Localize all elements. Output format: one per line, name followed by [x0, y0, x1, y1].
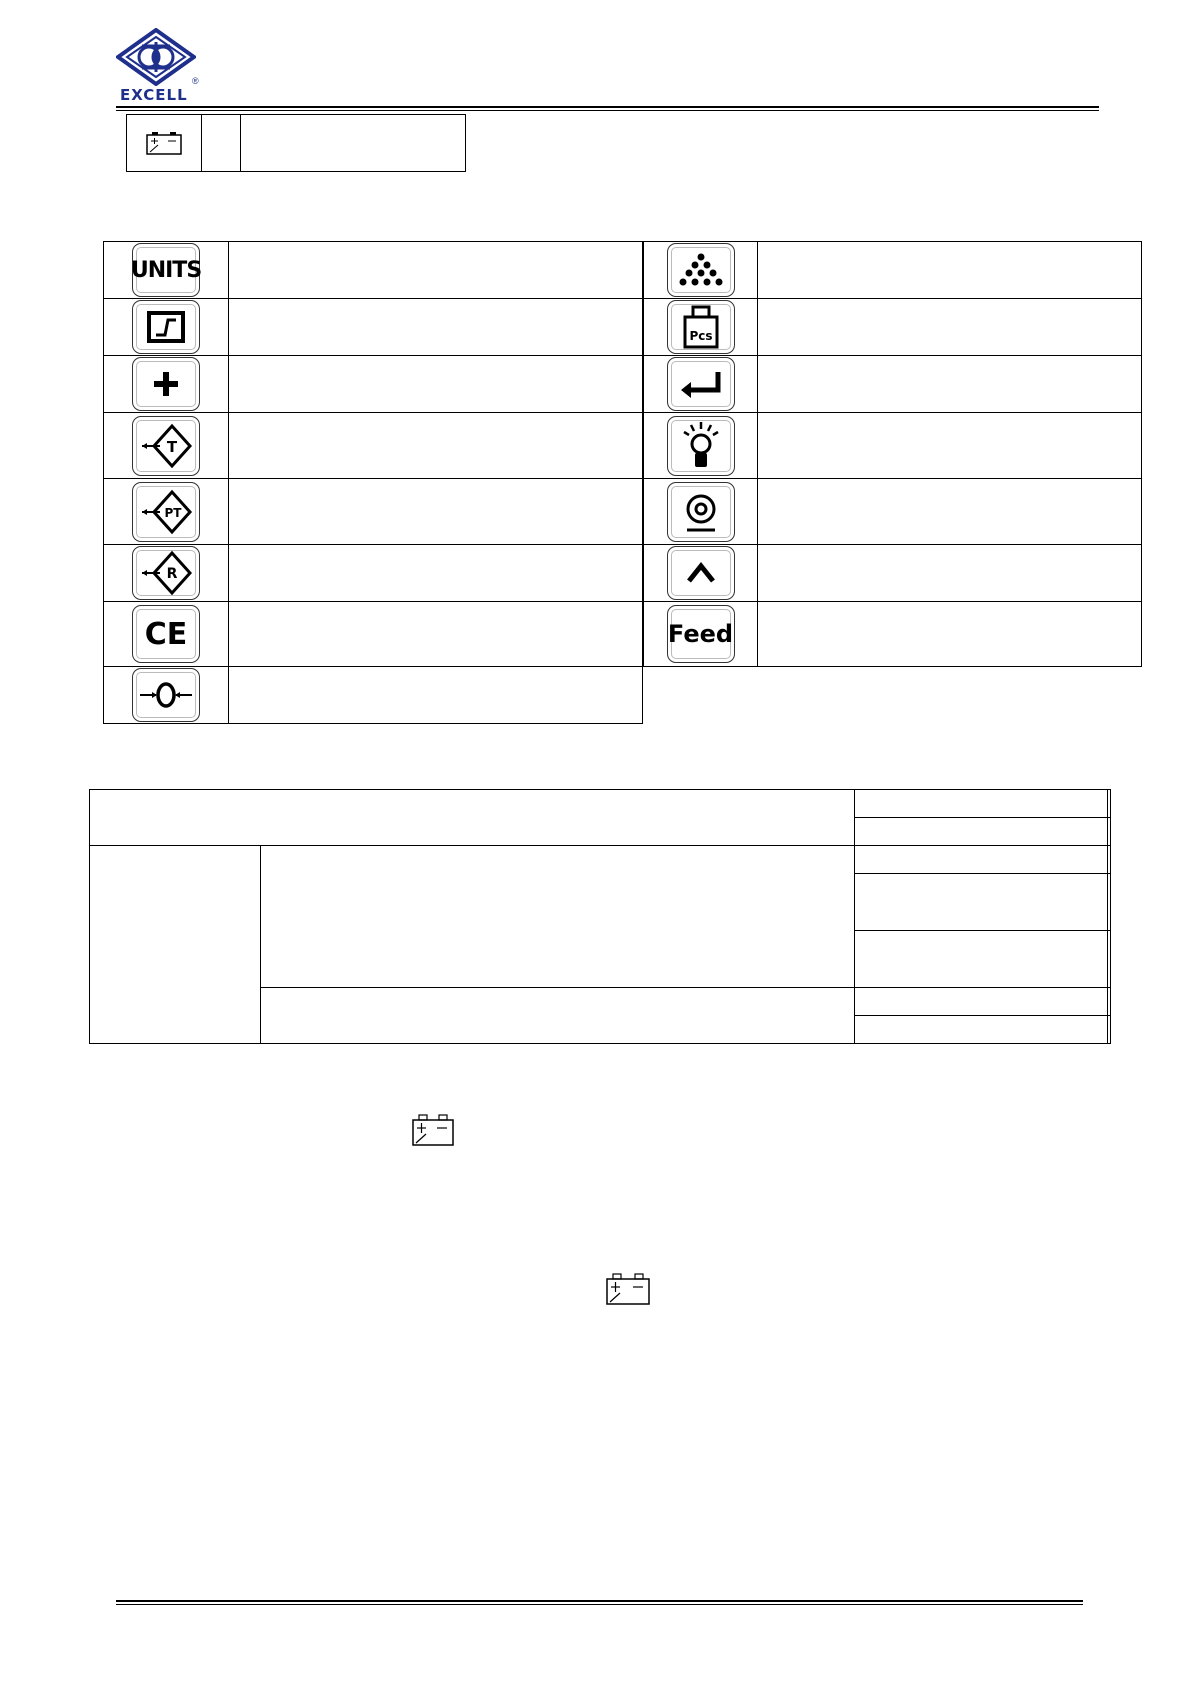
key-function-table-left	[103, 241, 643, 724]
zero-key-desc	[229, 667, 643, 724]
battery-indicator-table	[126, 114, 466, 172]
setup-key-desc	[229, 299, 643, 356]
spec-cell	[1108, 988, 1111, 1016]
spec-cell	[855, 931, 1108, 988]
spec-header-cell	[90, 790, 855, 846]
spec-subgroup-cell	[261, 846, 855, 988]
spec-table	[89, 789, 1111, 1044]
battery-icon	[606, 1273, 650, 1305]
spec-cell	[1108, 874, 1111, 931]
battery-icon-cell	[127, 115, 202, 172]
feed-key-desc	[758, 602, 1142, 667]
svg-text:PT: PT	[164, 505, 182, 520]
units-key-desc	[229, 242, 643, 299]
footer-rule-bottom	[116, 1604, 1083, 1605]
recall-key-desc	[229, 545, 643, 602]
header-rule-bottom	[116, 110, 1099, 111]
svg-text:R: R	[166, 566, 178, 582]
key-function-table-right	[643, 241, 1142, 667]
up-key-desc	[758, 545, 1142, 602]
header-rule-top	[116, 106, 1099, 108]
spec-cell	[1108, 931, 1111, 988]
battery-icon	[146, 131, 182, 155]
spec-cell	[855, 790, 1108, 818]
registered-mark: ®	[192, 76, 199, 86]
feed-key-icon: Feed	[667, 605, 735, 663]
spec-cell	[855, 846, 1108, 874]
svg-text:T: T	[166, 437, 178, 456]
preset-tare-key-desc	[229, 479, 643, 545]
plus-key-icon	[132, 357, 200, 411]
clear-entry-key-desc	[229, 602, 643, 667]
tare-key-desc	[229, 413, 643, 479]
spec-cell	[855, 818, 1108, 846]
print-key-desc	[758, 479, 1142, 545]
battery-code-cell	[202, 115, 241, 172]
svg-text:Pcs: Pcs	[688, 329, 713, 343]
sampling-dots-key-icon	[667, 243, 735, 297]
spec-group-cell	[90, 846, 261, 1044]
enter-key-icon	[667, 357, 735, 411]
spec-cell	[855, 874, 1108, 931]
sampling-key-desc	[758, 242, 1142, 299]
preset-tare-key-icon	[132, 482, 200, 542]
units-key-icon: UNITS	[132, 243, 200, 297]
recall-key-icon	[132, 546, 200, 600]
plus-key-desc	[229, 356, 643, 413]
excell-logo	[116, 28, 212, 106]
print-record-key-icon	[667, 482, 735, 542]
backlight-key-desc	[758, 413, 1142, 479]
spec-cell	[855, 988, 1108, 1016]
tare-key-icon	[132, 416, 200, 476]
clear-entry-key-icon: CE	[132, 605, 200, 663]
spec-subgroup-cell	[261, 988, 855, 1044]
backlight-bulb-key-icon	[667, 416, 735, 476]
zero-key-icon	[132, 668, 200, 722]
setup-step-key-icon	[132, 300, 200, 354]
spec-cell	[1108, 790, 1111, 818]
battery-desc-cell	[241, 115, 466, 172]
spec-cell	[1108, 846, 1111, 874]
spec-cell	[855, 1016, 1108, 1044]
spec-cell	[1108, 818, 1111, 846]
enter-key-desc	[758, 356, 1142, 413]
excell-emblem-icon	[116, 28, 196, 86]
spec-cell	[1108, 1016, 1111, 1044]
up-arrow-key-icon	[667, 546, 735, 600]
brand-name: EXCELL	[120, 86, 188, 104]
pcs-weight-key-icon	[667, 300, 735, 354]
pcs-key-desc	[758, 299, 1142, 356]
battery-icon	[412, 1114, 454, 1146]
footer-rule-top	[116, 1600, 1083, 1602]
